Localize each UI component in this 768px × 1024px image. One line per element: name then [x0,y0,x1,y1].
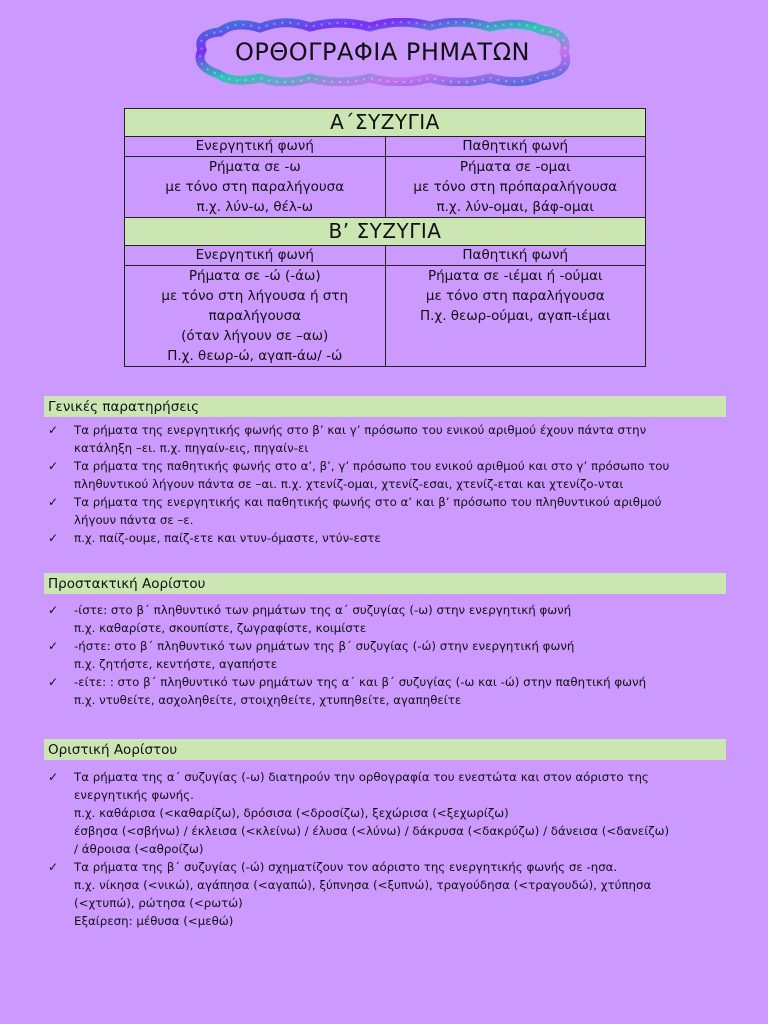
checkmark-icon: ✓ [48,423,59,437]
checkmark-icon: ✓ [48,770,59,784]
passive-voice-header: Παθητική φωνή [385,246,646,266]
list-item [44,601,726,637]
cell-line: π.χ. λύν-ω, θέλ-ω [196,199,314,215]
conjugation-a-heading: Α΄ΣΥΖΥΓΙΑ [125,109,646,137]
list-item [44,421,726,457]
checkmark-icon: ✓ [48,639,59,653]
item-line: Τα ρήματα της ενεργητικής και παθητικής φωνής στο α’ και β’ πρόσωπο του πληθυντικού αριθμού [74,495,662,509]
checkmark-icon: ✓ [48,860,59,874]
item-line: π.χ. ζητήστε, κεντήστε, αγαπήστε [74,657,278,671]
section-heading: Οριστική Αορίστου [44,739,726,760]
item-line: κατάληξη –ει. π.χ. πηγαίν-εις, πηγαίν-ει [74,441,309,455]
item-line: Εξαίρεση: μέθυσα (<μεθώ) [74,914,234,928]
cell-line: Π.χ. θεωρ-ώ, αγαπ-άω/ -ώ [167,348,343,364]
active-voice-cell [125,157,386,218]
list-item [44,768,726,858]
list-item [44,529,726,547]
item-line: / άθροισα (<αθροίζω) [74,842,204,856]
item-line: π.χ. καθαρίστε, σκουπίστε, ζωγραφίστε, κοιμίστε [74,621,367,635]
checkmark-icon: ✓ [48,675,59,689]
cell-line: Ρήματα σε -ω [208,159,301,175]
item-line: -είτε: : στο β΄ πληθυντικό των ρημάτων της α΄ και β΄ συζυγίας (-ω και -ώ) στην παθητική φωνή [74,675,647,689]
cell-line: Ρήματα σε -ώ (-άω) [188,268,321,284]
cell-line: (όταν λήγουν σε –αω) [181,328,329,344]
item-line: π.χ. ντυθείτε, ασχοληθείτε, στοιχηθείτε, χτυπηθείτε, αγαπηθείτε [74,693,462,707]
list-item [44,637,726,673]
item-line: π.χ. νίκησα (<νικώ), αγάπησα (<αγαπώ), ξύπνησα (<ξυπνώ), τραγούδησα (<τραγουδώ), χτύπησα [74,878,652,892]
general-notes-section [44,396,726,547]
conjugation-a-table [124,108,646,218]
item-line: π.χ. παίζ-ουμε, παίζ-ετε και ντυν-όμαστε, ντύν-εστε [74,531,381,545]
cell-line: παραλήγουσα [208,308,302,324]
list-item [44,493,726,529]
checkmark-icon: ✓ [48,459,59,473]
cell-line: με τόνο στη λήγουσα ή στη [161,288,349,304]
section-heading: Γενικές παρατηρήσεις [44,396,726,417]
conjugation-b-heading: Β’ ΣΥΖΥΓΙΑ [125,218,646,246]
checkmark-icon: ✓ [48,531,59,545]
title-banner [190,18,575,86]
passive-voice-cell [385,157,646,218]
item-line: π.χ. καθάρισα (<καθαρίζω), δρόσισα (<δροσίζω), ξεχώρισα (<ξεχωρίζω) [74,806,509,820]
item-line: έσβησα (<σβήνω) / έκλεισα (<κλείνω) / έλυσα (<λύνω) / δάκρυσα (<δακρύζω) / δάνεισα (<δανείζω) [74,824,670,838]
item-line: (<χτυπώ), ρώτησα (<ρωτώ) [74,896,243,910]
item-line: πληθυντικού λήγουν πάντα σε –αι. π.χ. χτενίζ-ομαι, χτενίζ-εσαι, χτενίζ-εται και χτενίζο-νται [74,477,624,491]
active-voice-header: Ενεργητική φωνή [125,246,386,266]
checkmark-icon: ✓ [48,495,59,509]
imperative-aorist-section [44,573,726,709]
item-line: Τα ρήματα της β΄ συζυγίας (-ώ) σχηματίζουν τον αόριστο της ενεργητικής φωνής σε -ησα. [74,860,618,874]
cell-line: με τόνο στη πρόπαραλήγουσα [413,179,618,195]
item-line: Τα ρήματα της α΄ συζυγίας (-ω) διατηρούν την ορθογραφία του ενεστώτα και στον αόριστο της [74,770,649,784]
cell-line: π.χ. λύν-ομαι, βάφ-ομαι [436,199,595,215]
active-voice-header: Ενεργητική φωνή [125,137,386,157]
item-line: Τα ρήματα της παθητικής φωνής στο α’, β’, γ’ πρόσωπο του ενικού αριθμού και στο γ’ πρόσωπο του [74,459,670,473]
passive-voice-header: Παθητική φωνή [385,137,646,157]
passive-voice-cell [385,266,646,367]
section-heading: Προστακτική Αορίστου [44,573,726,594]
item-line: λήγουν πάντα σε –ε. [74,513,194,527]
cell-line: Π.χ. θεωρ-ούμαι, αγαπ-ιέμαι [419,308,611,324]
page-title: ΟΡΘΟΓΡΑΦΙΑ ΡΗΜΑΤΩΝ [234,38,531,66]
checkmark-icon: ✓ [48,603,59,617]
conjugation-b-table [124,217,646,367]
indicative-aorist-section [44,739,726,930]
item-line: -ίστε: στο β΄ πληθυντικό των ρημάτων της α΄ συζυγίας (-ω) στην ενεργητική φωνή [74,603,572,617]
item-line: ενεργητικής φωνής. [74,788,194,802]
list-item [44,858,726,930]
list-item [44,457,726,493]
list-item [44,673,726,709]
cell-line: Ρήματα σε -ιέμαι ή -ούμαι [427,268,603,284]
cell-line: Ρήματα σε -ομαι [459,159,571,175]
item-line: Τα ρήματα της ενεργητικής φωνής στο β’ και γ’ πρόσωπο του ενικού αριθμού έχουν πάντα στην [74,423,647,437]
cell-line: με τόνο στη παραλήγουσα [165,179,345,195]
active-voice-cell [125,266,386,367]
item-line: -ήστε: στο β΄ πληθυντικό των ρημάτων της β΄ συζυγίας (-ώ) στην ενεργητική φωνή [74,639,575,653]
cell-line: με τόνο στη παραλήγουσα [425,288,605,304]
